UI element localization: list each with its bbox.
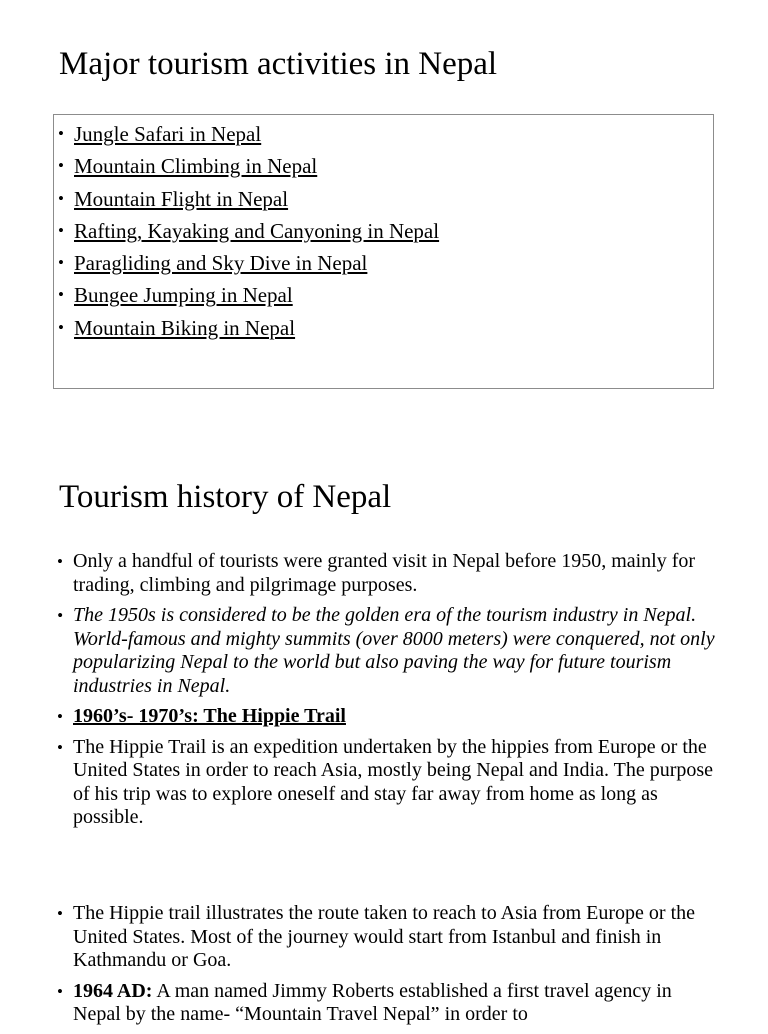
list-item bbox=[58, 312, 439, 344]
history-point-pre-1950: • Only a handful of tourists were granted visit in Nepal before 1950, mainly for trading, climbing and pilgrimage purposes. bbox=[57, 550, 717, 597]
list-item bbox=[58, 279, 439, 311]
list-item bbox=[58, 118, 439, 150]
list-item bbox=[58, 247, 439, 279]
list-item bbox=[58, 150, 439, 182]
history-list-continued bbox=[57, 902, 717, 1034]
hippie-trail-heading: 1960’s- 1970’s: The Hippie Trail bbox=[73, 705, 346, 727]
history-point-1964 bbox=[57, 980, 717, 1027]
mountain-flight-link[interactable]: Mountain Flight in Nepal bbox=[74, 186, 289, 211]
year-label-1964: 1964 AD: bbox=[73, 979, 153, 1002]
page-title-history: Tourism history of Nepal bbox=[59, 479, 392, 515]
list-item bbox=[58, 183, 439, 215]
history-point-route: • The Hippie trail illustrates the route taken to reach to Asia from Europe or the United States. Most of the journey would start from Istanbul and finish in Kathmandu or Goa. bbox=[57, 902, 717, 973]
history-point-1964-text: A man named Jimmy Roberts established a first travel agency in Nepal by the name- “Mountain Travel Nepal” in order to bbox=[73, 979, 672, 1025]
jungle-safari-link[interactable]: Jungle Safari in Nepal bbox=[74, 122, 262, 146]
mountain-climbing-link[interactable]: Mountain Climbing in Nepal bbox=[74, 154, 318, 179]
history-point-hippie-trail: • The Hippie Trail is an expedition undertaken by the hippies from Europe or the United States in order to reach Asia, mostly being Nepal and India. The purpose of his trip was to explore oneself and stay far away from home as long as possible. bbox=[57, 736, 717, 830]
page-title-activities: Major tourism activities in Nepal bbox=[59, 46, 498, 82]
rafting-kayaking-link[interactable]: Rafting, Kayaking and Canyoning in Nepal bbox=[74, 218, 440, 243]
mountain-biking-link[interactable]: Mountain Biking in Nepal bbox=[74, 315, 296, 340]
paragliding-skydive-link[interactable]: Paragliding and Sky Dive in Nepal bbox=[74, 251, 368, 276]
bungee-jumping-link[interactable]: Bungee Jumping in Nepal bbox=[74, 283, 293, 308]
list-item bbox=[58, 215, 439, 247]
history-list bbox=[57, 550, 717, 837]
activities-box bbox=[53, 114, 714, 389]
history-point-heading bbox=[57, 705, 717, 729]
activities-list bbox=[58, 118, 439, 344]
history-point-1950s: • The 1950s is considered to be the golden era of the tourism industry in Nepal. World-famous and mighty summits (over 8000 meters) were conquered, not only popularizing Nepal to the world but also paving the way for future tourism industries in Nepal. bbox=[57, 604, 717, 698]
